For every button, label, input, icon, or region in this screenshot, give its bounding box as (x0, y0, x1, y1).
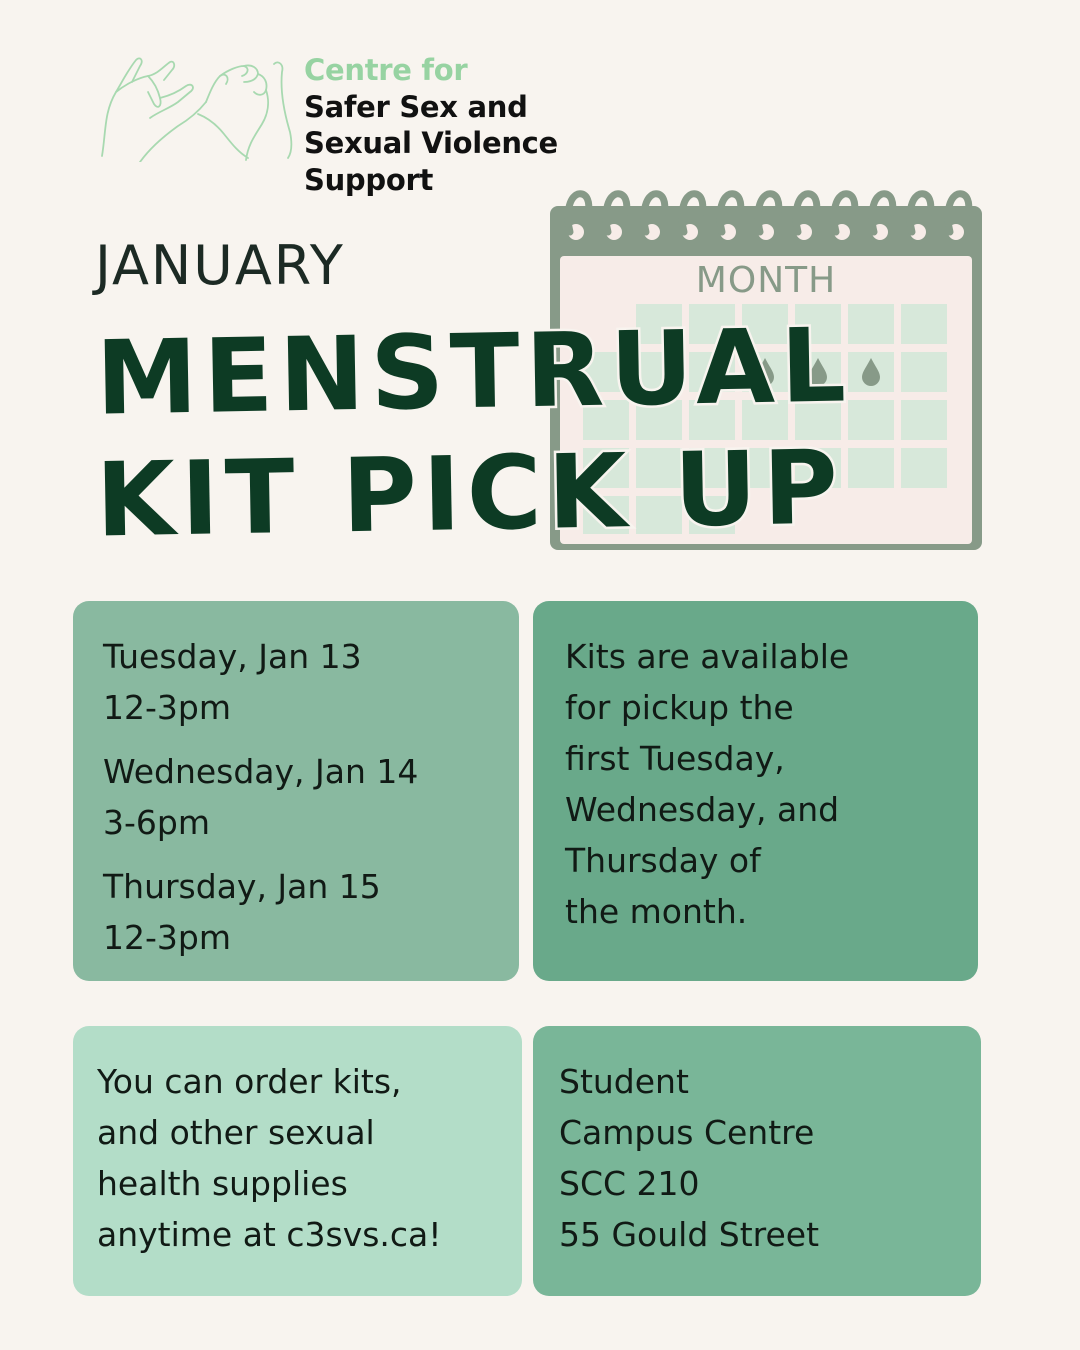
schedule-slot (103, 631, 519, 733)
schedule-slot (103, 861, 519, 963)
org-name-line: Support (304, 162, 434, 197)
slot-day: Thursday, Jan 15 (103, 867, 381, 906)
location-line: 55 Gould Street (559, 1215, 820, 1254)
availability-line: Kits are available (565, 637, 850, 676)
event-title-line-2 (95, 428, 845, 561)
location-line: Campus Centre (559, 1113, 815, 1152)
slot-time: 12-3pm (103, 688, 231, 727)
organization-name (304, 52, 558, 198)
availability-line: the month. (565, 892, 748, 931)
location-line: SCC 210 (559, 1164, 700, 1203)
availability-line: first Tuesday, (565, 739, 785, 778)
event-title-text: MENSTRUAL (95, 306, 853, 439)
org-name-line: Safer Sex and (304, 89, 528, 124)
location-line: Student (559, 1062, 689, 1101)
order-line: anytime at c3svs.ca! (97, 1215, 442, 1254)
slot-time: 12-3pm (103, 918, 231, 957)
location-card (533, 1026, 981, 1296)
org-name-line: Sexual Violence (304, 126, 558, 160)
slot-day: Tuesday, Jan 13 (103, 637, 362, 676)
slot-day: Wednesday, Jan 14 (103, 752, 419, 791)
availability-line: for pickup the (565, 688, 794, 727)
availability-card (533, 601, 978, 981)
event-title-line-1 (95, 306, 853, 439)
calendar-header: MONTH (695, 260, 837, 301)
order-line: health supplies (97, 1164, 348, 1203)
slot-time: 3-6pm (103, 803, 210, 842)
availability-line: Wednesday, and (565, 790, 840, 829)
order-info-card (73, 1026, 522, 1296)
pinky-promise-hands-icon (98, 52, 298, 162)
schedule-card (73, 601, 519, 981)
schedule-slot (103, 746, 519, 848)
org-name-line: Centre for (304, 53, 468, 87)
availability-line: Thursday of (565, 841, 761, 880)
event-title-text: KIT PICK UP (95, 428, 845, 561)
order-line: You can order kits, (97, 1062, 402, 1101)
order-line: and other sexual (97, 1113, 375, 1152)
event-month: JANUARY (95, 234, 345, 297)
